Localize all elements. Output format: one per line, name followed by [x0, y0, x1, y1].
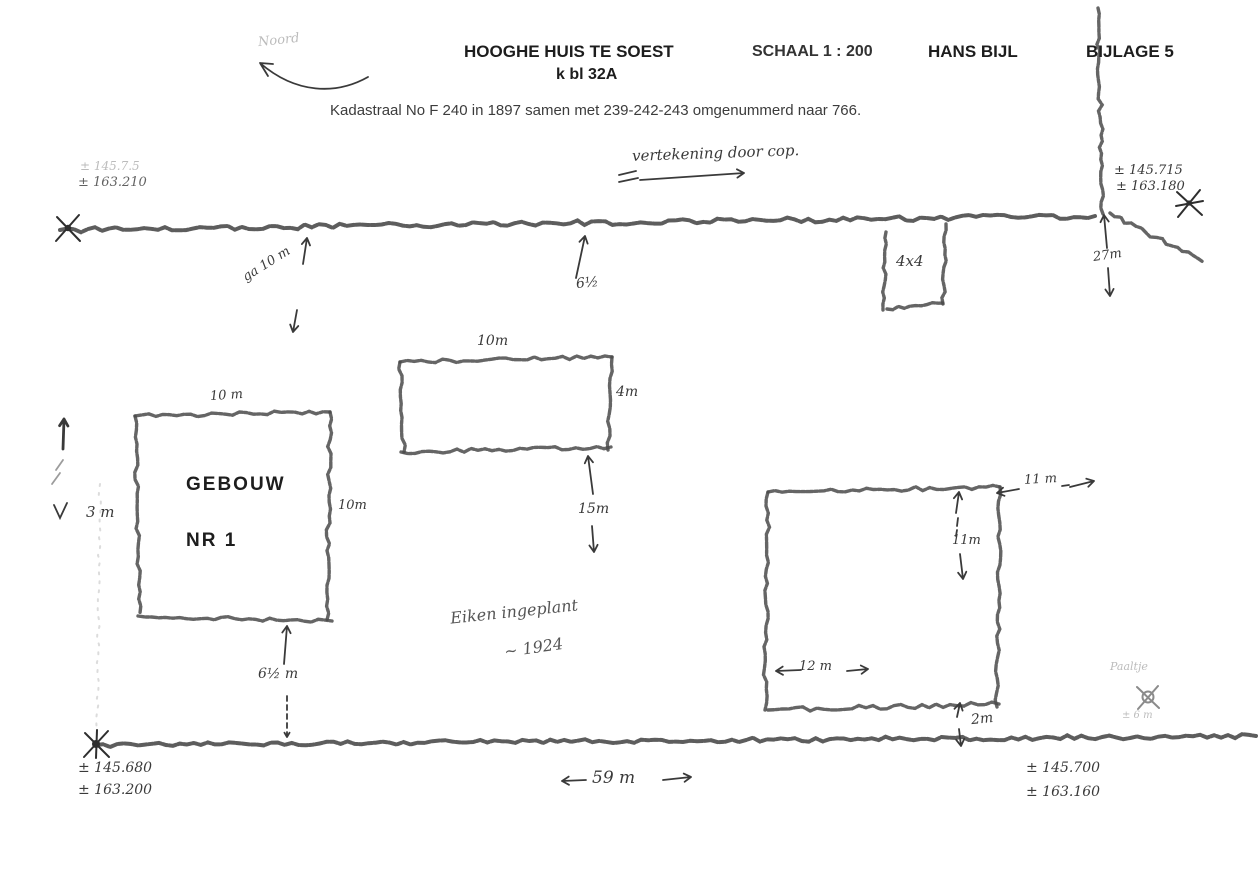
11m-arrow-right	[1070, 479, 1094, 487]
coord-bottom-right-y: ± 163.160	[1026, 784, 1101, 800]
survey-note-arrow	[640, 169, 744, 180]
middle-building-wall-bottom	[401, 447, 611, 454]
gebouw1-wall-top	[135, 411, 330, 416]
cadastre-note: Kadastraal No F 240 in 1897 samen met 239-242-243 omgenummerd naar 766.	[330, 102, 862, 119]
left-tiny-scribble	[52, 460, 63, 484]
gebouw-offset-arrow-up	[282, 626, 290, 664]
gebouw1-offset-below-label: 6½ m	[258, 666, 299, 682]
sixhalf-arrow-up	[576, 236, 588, 278]
plot-ref-label: k bl 32A	[556, 66, 618, 83]
survey-marker-bottom-right	[1137, 686, 1159, 709]
inner-11m-arrow-up	[954, 492, 962, 513]
north-arrow	[260, 63, 368, 89]
coord-top-left-y: ± 163.210	[78, 175, 147, 190]
marker-note: Paaltje	[1110, 660, 1148, 673]
15m-arrow-up	[585, 456, 593, 494]
survey-note: vertekening door cop.	[631, 141, 800, 165]
top-line-left-offset-label: ga 10 m	[240, 243, 294, 285]
gebouw-offset-arrow-down	[283, 696, 291, 737]
27m-arrow-down	[1105, 268, 1113, 296]
coord-bottom-left-elevation: ± 145.680	[78, 760, 153, 776]
survey-note-arrow-ticks	[619, 171, 638, 182]
27m-arrow-up	[1101, 215, 1109, 248]
small-square-size-label: 4x4	[896, 252, 924, 270]
right-enclosure-wall-top	[768, 485, 1000, 492]
gebouw1-right-height-label: 10m	[338, 498, 367, 513]
right-enclosure-inner-width-label: 12 m	[799, 659, 833, 674]
bottom-width-label: 59 m	[592, 768, 636, 788]
sheet-label: BIJLAGE 5	[1086, 42, 1174, 61]
12m-arrow-right	[847, 666, 868, 674]
survey-marker-top-left	[56, 215, 80, 241]
right-enclosure-wall-bottom	[768, 702, 999, 711]
right-enclosure-offset-below-label: 2m	[970, 709, 994, 729]
diagonal-boundary-line	[1110, 213, 1203, 262]
right-enclosure-wall-right	[995, 487, 1001, 707]
survey-marker-top-right	[1176, 190, 1203, 217]
marker-note-sub: ± 6 m	[1122, 710, 1153, 721]
top-line-right-offset-label: 6½	[575, 274, 600, 292]
gebouw1-name-line2: NR 1	[186, 530, 238, 551]
ga10m-arrow-down	[290, 310, 298, 332]
middle-building-wall-right	[607, 357, 612, 450]
planting-note-line1: Eiken ingeplant	[449, 595, 579, 628]
left-boundary-faint-line	[96, 484, 101, 740]
11m-dash	[1062, 485, 1069, 486]
ga10m-arrow-up	[302, 238, 310, 264]
small-square-wall-bottom	[887, 303, 944, 310]
coord-top-right-y: ± 163.180	[1116, 179, 1185, 194]
gebouw1-wall-right	[326, 412, 331, 620]
59m-arrow-left	[562, 777, 586, 785]
middle-building-top-width-label: 10m	[477, 333, 509, 349]
coord-bottom-left-y: ± 163.200	[78, 782, 153, 798]
59m-arrow-right	[663, 774, 691, 782]
middle-building-wall-top	[400, 356, 612, 363]
left-offset-label: 3 m	[86, 503, 115, 521]
middle-building-wall-left	[399, 362, 406, 452]
gebouw1-top-width-label: 10 m	[209, 386, 244, 405]
gebouw1-name-line1: GEBOUW	[186, 474, 286, 495]
coord-top-right-elevation: ± 145.715	[1114, 163, 1183, 178]
15m-arrow-down	[589, 526, 597, 552]
gebouw1-wall-left	[135, 416, 141, 613]
page-title: HOOGHE HUIS TE SOEST	[464, 42, 674, 61]
scale-label: SCHAAL 1 : 200	[752, 43, 873, 60]
tree-row-line	[1097, 8, 1104, 214]
bottom-boundary-line	[96, 734, 1256, 747]
small-square-wall-left	[883, 232, 887, 310]
inner-11m-arrow-down	[958, 554, 966, 579]
north-label: Noord	[257, 30, 301, 51]
coord-top-left-elevation: ± 145.7.5	[80, 159, 140, 173]
middle-building-right-height-label: 4m	[616, 384, 639, 400]
12m-arrow-left	[776, 667, 801, 675]
right-enclosure-top-width-label: 11 m	[1023, 471, 1058, 488]
middle-building-offset-below-label: 15m	[578, 501, 610, 517]
top-boundary-line	[60, 215, 1095, 232]
11m-arrow-left	[997, 488, 1019, 496]
small-square-wall-right	[942, 224, 946, 304]
right-enclosure-wall-left	[764, 492, 770, 710]
left-offset-arrow-up	[60, 419, 68, 449]
author-label: HANS BIJL	[928, 42, 1018, 61]
planting-note-line2: ~ 1924	[502, 633, 565, 662]
right-boundary-length-label: 27m	[1092, 246, 1123, 265]
right-enclosure-inner-height-label: 11m	[952, 533, 981, 548]
gebouw1-wall-bottom	[138, 616, 332, 622]
left-offset-small-v	[54, 503, 67, 518]
coord-bottom-right-elevation: ± 145.700	[1026, 760, 1101, 776]
